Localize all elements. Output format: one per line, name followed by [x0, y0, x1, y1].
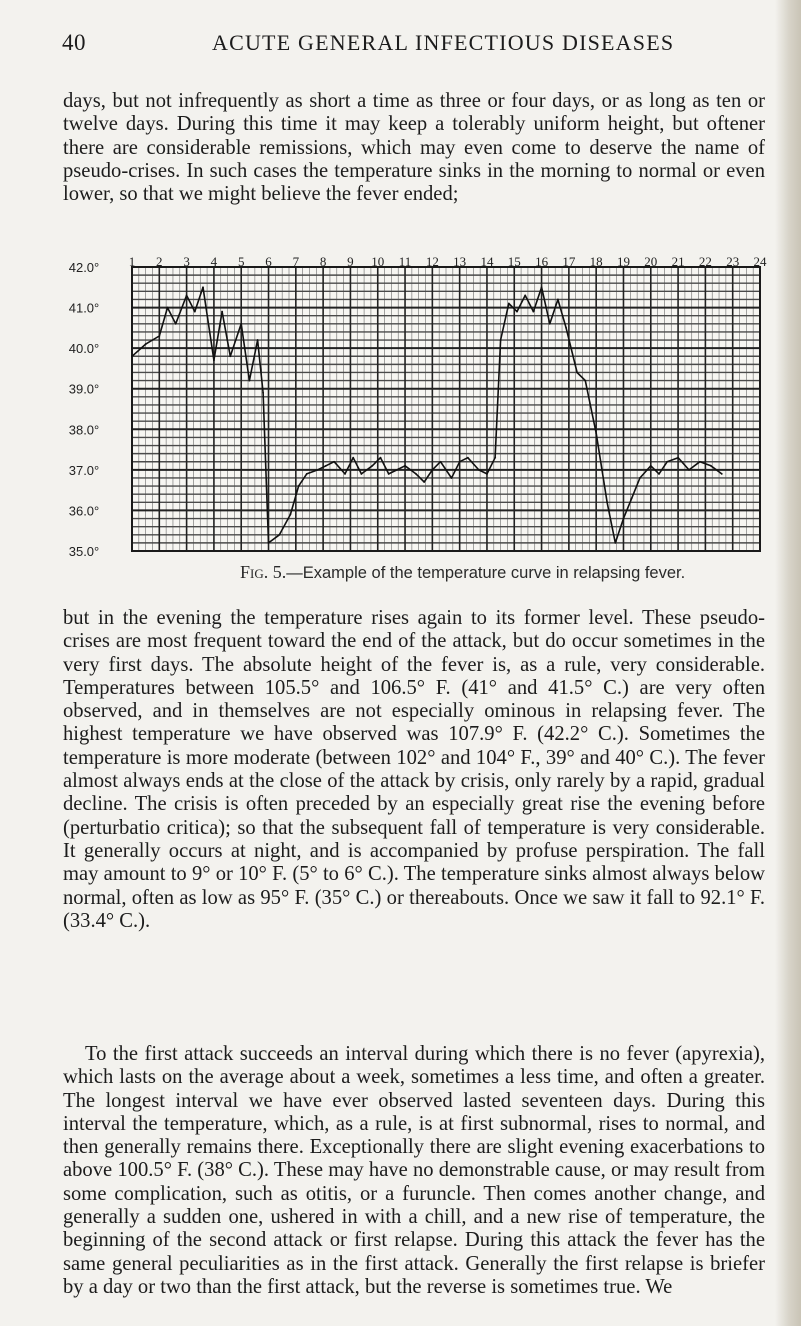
figure-caption: [240, 562, 760, 583]
temperature-chart: [36, 256, 776, 561]
chart-x-tick-label: 16: [535, 256, 549, 269]
figure-caption-label: Fig. 5.: [240, 562, 287, 582]
chart-x-tick-label: 21: [671, 256, 685, 269]
chart-temperature-point: [486, 473, 488, 475]
chart-temperature-point: [289, 514, 291, 516]
chart-x-tick-label: 1: [128, 256, 136, 269]
chart-temperature-point: [440, 461, 442, 463]
chart-temperature-point: [404, 465, 406, 467]
chart-temperature-point: [262, 392, 264, 394]
chart-temperature-point: [639, 477, 641, 479]
chart-temperature-point: [279, 534, 281, 536]
chart-temperature-point: [317, 469, 319, 471]
chart-temperature-point: [549, 323, 551, 325]
chart-temperature-point: [710, 465, 712, 467]
chart-x-tick-label: 18: [589, 256, 603, 269]
chart-x-tick-label: 5: [237, 256, 245, 269]
chart-temperature-point: [451, 477, 453, 479]
chart-x-tick-label: 10: [371, 256, 385, 269]
chart-temperature-point: [221, 311, 223, 313]
chart-x-tick-label: 7: [292, 256, 300, 269]
chart-temperature-point: [614, 542, 616, 544]
chart-x-tick-label: 24: [753, 256, 767, 269]
chart-temperature-point: [257, 339, 259, 341]
chart-temperature-point: [268, 542, 270, 544]
chart-temperature-point: [325, 465, 327, 467]
chart-temperature-point: [371, 465, 373, 467]
chart-temperature-point: [494, 457, 496, 459]
chart-x-tick-label: 11: [398, 256, 412, 269]
chart-temperature-point: [721, 473, 723, 475]
chart-temperature-point: [584, 380, 586, 382]
chart-temperature-point: [213, 359, 215, 361]
chart-temperature-point: [699, 461, 701, 463]
chart-y-tick-label: 42.0°: [68, 260, 100, 275]
chart-temperature-point: [431, 469, 433, 471]
chart-y-tick-label: 35.0°: [68, 544, 100, 559]
paragraph-1: days, but not infrequently as short a time as three or four days, or as long as ten or twelve days. During this time it may keep a tolerably uniform height, but oftener there are considerable remissions, which may even come to deserve the name of pseudo-crises. In such cases the temperature sinks in the morning to normal or even lower, so that we might believe the fever ended;: [63, 90, 765, 206]
chart-temperature-point: [623, 518, 625, 520]
chart-temperature-point: [658, 473, 660, 475]
chart-temperature-point: [167, 307, 169, 309]
chart-x-tick-label: 6: [265, 256, 272, 269]
chart-temperature-point: [606, 501, 608, 503]
page-edge-shadow: [775, 0, 801, 1326]
chart-temperature-point: [423, 481, 425, 483]
chart-x-tick-label: 23: [726, 256, 740, 269]
chart-temperature-point: [333, 461, 335, 463]
chart-temperature-point: [158, 335, 160, 337]
chart-temperature-point: [186, 295, 188, 297]
chart-temperature-point: [516, 311, 518, 313]
chart-temperature-point: [380, 457, 382, 459]
chart-x-tick-label: 12: [425, 256, 439, 269]
chart-temperature-point: [631, 497, 633, 499]
chart-temperature-point: [541, 286, 543, 288]
chart-temperature-point: [145, 343, 147, 345]
page-number: 40: [62, 30, 86, 55]
chart-temperature-point: [229, 355, 231, 357]
chart-temperature-point: [131, 355, 133, 357]
chart-x-tick-label: 3: [183, 256, 190, 269]
paragraph-3: To the first attack succeeds an interval during which there is no fever (apyrexia), which lasts on the average about a week, sometimes a less time, and often a greater. The longest interval we have ever observed lasted seventeen days. During this interval the temperature, which, as a rule, is at first subnormal, rises to normal, and then generally remains there. Exceptionally there are slight evening exacerbations to above 100.5° F. (38° C.). These may have no demonstrable cause, or may result from some complication, such as otitis, or a furuncle. Then comes another change, and generally a sudden one, ushered in with a chill, and a new rise of temperature, the beginning of the second attack or first relapse. During this attack the fever has the same general peculiarities as in the first attack. Generally the first relapse is briefer by a day or two than the first attack, but the reverse is sometimes true. We: [63, 1043, 765, 1298]
chart-temperature-point: [352, 457, 354, 459]
chart-temperature-point: [595, 432, 597, 434]
chart-temperature-point: [576, 372, 578, 374]
chart-x-tick-label: 4: [210, 256, 218, 269]
chart-x-tick-label: 20: [644, 256, 658, 269]
chart-x-tick-label: 13: [453, 256, 467, 269]
paragraph-2: but in the evening the temperature rises again to its former level. These pseudo-crises are most frequent toward the end of the attack, but do occur sometimes in the very first days. The absolute height of the fever is, as a rule, very considerable. Temperatures between 105.5° and 106.5° F. (41° and 41.5° C.) are very often observed, and in themselves are not especially ominous in relapsing fever. The highest temperature we have observed was 107.9° F. (42.2° C.). Sometimes the temperature is more moderate (between 102° and 104° F., 39° and 40° C.). The fever almost always ends at the close of the attack by crisis, only rarely by a rapid, gradual decline. The crisis is often preceded by an especially great rise the evening before (perturbatio critica); so that the subsequent fall of temperature is very considerable. It generally occurs at night, and is accompanied by profuse perspiration. The fall may amount to 9° or 10° F. (5° to 6° C.). The temperature sinks almost always below normal, often as low as 95° F. (35° C.) or thereabouts. Once we saw it fall to 92.1° F. (33.4° C.).: [63, 607, 765, 932]
chart-temperature-point: [344, 473, 346, 475]
chart-x-tick-label: 9: [347, 256, 354, 269]
chart-temperature-point: [415, 473, 417, 475]
chart-temperature-point: [240, 323, 242, 325]
chart-temperature-point: [194, 311, 196, 313]
chart-temperature-point: [666, 461, 668, 463]
chart-temperature-point: [478, 469, 480, 471]
chart-temperature-point: [396, 469, 398, 471]
chart-temperature-point: [532, 311, 534, 313]
chart-y-tick-label: 38.0°: [68, 422, 100, 438]
chart-temperature-point: [249, 380, 251, 382]
chart-temperature-point: [508, 303, 510, 305]
chart-x-tick-label: 8: [319, 256, 327, 269]
chart-temperature-point: [500, 339, 502, 341]
temperature-chart-figure: [36, 256, 776, 596]
chart-temperature-point: [524, 295, 526, 297]
chart-temperature-point: [650, 465, 652, 467]
chart-x-tick-label: 15: [507, 256, 521, 269]
running-head: ACUTE GENERAL INFECTIOUS DISEASES: [212, 30, 675, 55]
chart-temperature-point: [306, 473, 308, 475]
chart-y-tick-label: 37.0°: [68, 462, 100, 478]
chart-y-tick-label: 36.0°: [68, 503, 100, 519]
chart-temperature-point: [459, 461, 461, 463]
chart-temperature-point: [360, 473, 362, 475]
chart-temperature-point: [557, 299, 559, 301]
chart-y-tick-label: 39.0°: [68, 381, 100, 397]
page-header: [62, 30, 762, 64]
chart-temperature-point: [677, 457, 679, 459]
chart-temperature-point: [388, 473, 390, 475]
chart-y-tick-label: 40.0°: [68, 341, 100, 357]
chart-x-tick-label: 14: [480, 256, 494, 269]
chart-x-tick-label: 17: [562, 256, 576, 269]
chart-temperature-point: [565, 327, 567, 329]
chart-temperature-point: [175, 323, 177, 325]
chart-x-tick-label: 19: [616, 256, 630, 269]
chart-temperature-point: [467, 457, 469, 459]
chart-x-tick-label: 22: [698, 256, 712, 269]
chart-temperature-point: [202, 286, 204, 288]
chart-temperature-point: [298, 485, 300, 487]
figure-caption-text: —Example of the temperature curve in relapsing fever.: [286, 564, 686, 582]
chart-y-tick-label: 41.0°: [68, 300, 100, 316]
chart-x-tick-label: 2: [156, 256, 163, 269]
chart-temperature-point: [688, 469, 690, 471]
